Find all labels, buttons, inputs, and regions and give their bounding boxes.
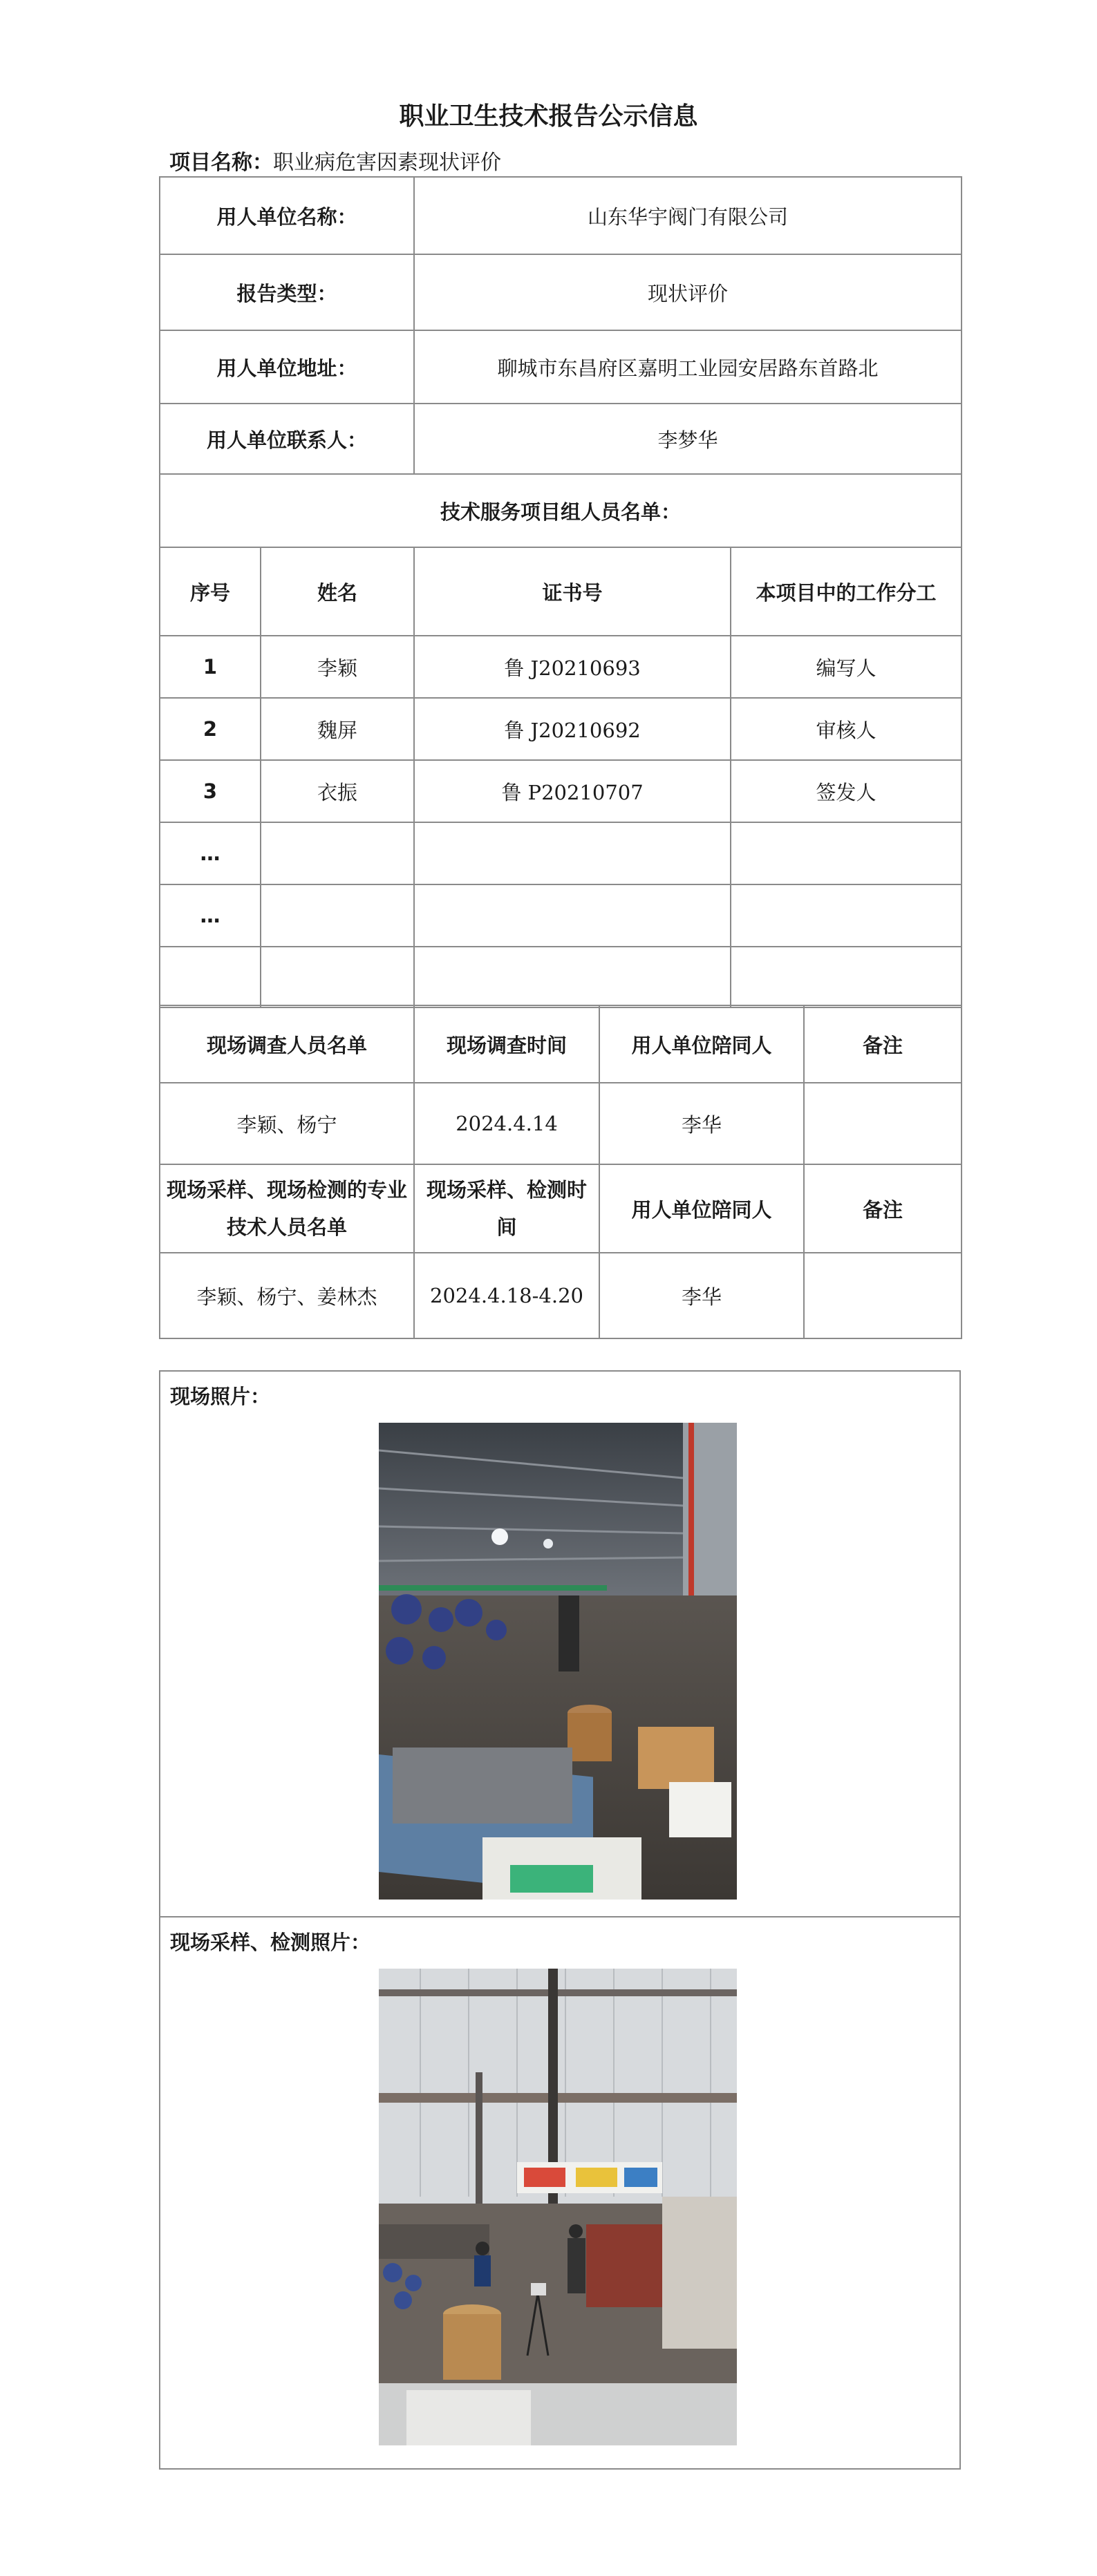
project-label: 项目名称： xyxy=(169,151,273,175)
workshop-photo-image xyxy=(379,1423,737,1900)
cell-name: 衣振 xyxy=(261,760,414,822)
cell-cert xyxy=(414,947,731,1007)
info-row xyxy=(160,404,962,474)
table-row xyxy=(160,884,962,947)
employer-name-value: 山东华宇阀门有限公司 xyxy=(414,177,962,254)
project-value: 职业病危害因素现状评价 xyxy=(273,151,501,175)
site-photo-section xyxy=(159,1370,961,1917)
info-row xyxy=(160,177,962,254)
info-row xyxy=(160,254,962,330)
sampling-remark xyxy=(804,1253,962,1338)
contact-value: 李梦华 xyxy=(414,404,962,474)
survey-header-row xyxy=(160,1005,962,1083)
cell-seq xyxy=(160,947,261,1007)
cell-role: 签发人 xyxy=(731,760,962,822)
cell-seq: 2 xyxy=(160,698,261,760)
sampling-photo-image xyxy=(379,1969,737,2445)
col-cert: 证书号 xyxy=(414,547,731,636)
report-type-label: 报告类型： xyxy=(160,254,414,330)
sampling-header-row xyxy=(160,1164,962,1253)
table-row xyxy=(160,947,962,1007)
cell-seq: 3 xyxy=(160,760,261,822)
contact-label: 用人单位联系人： xyxy=(160,404,414,474)
cell-role xyxy=(731,822,962,884)
page-title: 职业卫生技术报告公示信息 xyxy=(399,102,698,131)
survey-remark xyxy=(804,1083,962,1164)
col-survey-time: 现场调查时间 xyxy=(414,1005,599,1083)
sampling-escort: 李华 xyxy=(599,1253,804,1338)
cell-cert: 鲁 J20210693 xyxy=(414,636,731,698)
col-role: 本项目中的工作分工 xyxy=(731,547,962,636)
cell-name: 魏屏 xyxy=(261,698,414,760)
cell-seq: … xyxy=(160,884,261,947)
table-row xyxy=(160,636,962,698)
sampling-time: 2024.4.18-4.20 xyxy=(414,1253,599,1338)
cell-cert: 鲁 J20210692 xyxy=(414,698,731,760)
table-row xyxy=(160,760,962,822)
cell-seq: 1 xyxy=(160,636,261,698)
team-heading-row xyxy=(160,474,962,547)
survey-escort: 李华 xyxy=(599,1083,804,1164)
site-photo xyxy=(379,1423,737,1900)
team-header-row xyxy=(160,547,962,636)
cell-role xyxy=(731,947,962,1007)
table-row xyxy=(160,822,962,884)
survey-staff: 李颖、杨宁 xyxy=(160,1083,414,1164)
col-survey-staff: 现场调查人员名单 xyxy=(160,1005,414,1083)
cell-cert xyxy=(414,884,731,947)
cell-role: 审核人 xyxy=(731,698,962,760)
col-survey-escort: 用人单位陪同人 xyxy=(599,1005,804,1083)
col-survey-remark: 备注 xyxy=(804,1005,962,1083)
employer-address-label: 用人单位地址： xyxy=(160,330,414,404)
col-sampling-staff: 现场采样、现场检测的专业技术人员名单 xyxy=(160,1164,414,1253)
sampling-photo xyxy=(379,1969,737,2445)
sampling-photo-section xyxy=(159,1916,961,2470)
sampling-staff: 李颖、杨宁、姜林杰 xyxy=(160,1253,414,1338)
cell-name xyxy=(261,884,414,947)
col-name: 姓名 xyxy=(261,547,414,636)
team-heading: 技术服务项目组人员名单： xyxy=(160,474,962,547)
table-row xyxy=(160,698,962,760)
sampling-photo-label: 现场采样、检测照片： xyxy=(170,1931,371,1954)
cell-role xyxy=(731,884,962,947)
table-row xyxy=(160,1253,962,1338)
employer-address-value: 聊城市东昌府区嘉明工业园安居路东首路北 xyxy=(414,330,962,404)
site-photo-label: 现场照片： xyxy=(170,1385,271,1408)
col-sampling-escort: 用人单位陪同人 xyxy=(599,1164,804,1253)
project-name xyxy=(169,145,501,176)
info-row xyxy=(160,330,962,404)
employer-name-label: 用人单位名称： xyxy=(160,177,414,254)
survey-time: 2024.4.14 xyxy=(414,1083,599,1164)
col-seq: 序号 xyxy=(160,547,261,636)
col-sampling-remark: 备注 xyxy=(804,1164,962,1253)
cell-cert: 鲁 P20210707 xyxy=(414,760,731,822)
cell-name xyxy=(261,947,414,1007)
cell-name: 李颖 xyxy=(261,636,414,698)
cell-name xyxy=(261,822,414,884)
report-type-value: 现状评价 xyxy=(414,254,962,330)
info-table xyxy=(159,176,962,1008)
survey-table xyxy=(159,1005,962,1339)
cell-seq: … xyxy=(160,822,261,884)
table-row xyxy=(160,1083,962,1164)
cell-role: 编写人 xyxy=(731,636,962,698)
cell-cert xyxy=(414,822,731,884)
col-sampling-time: 现场采样、检测时间 xyxy=(414,1164,599,1253)
